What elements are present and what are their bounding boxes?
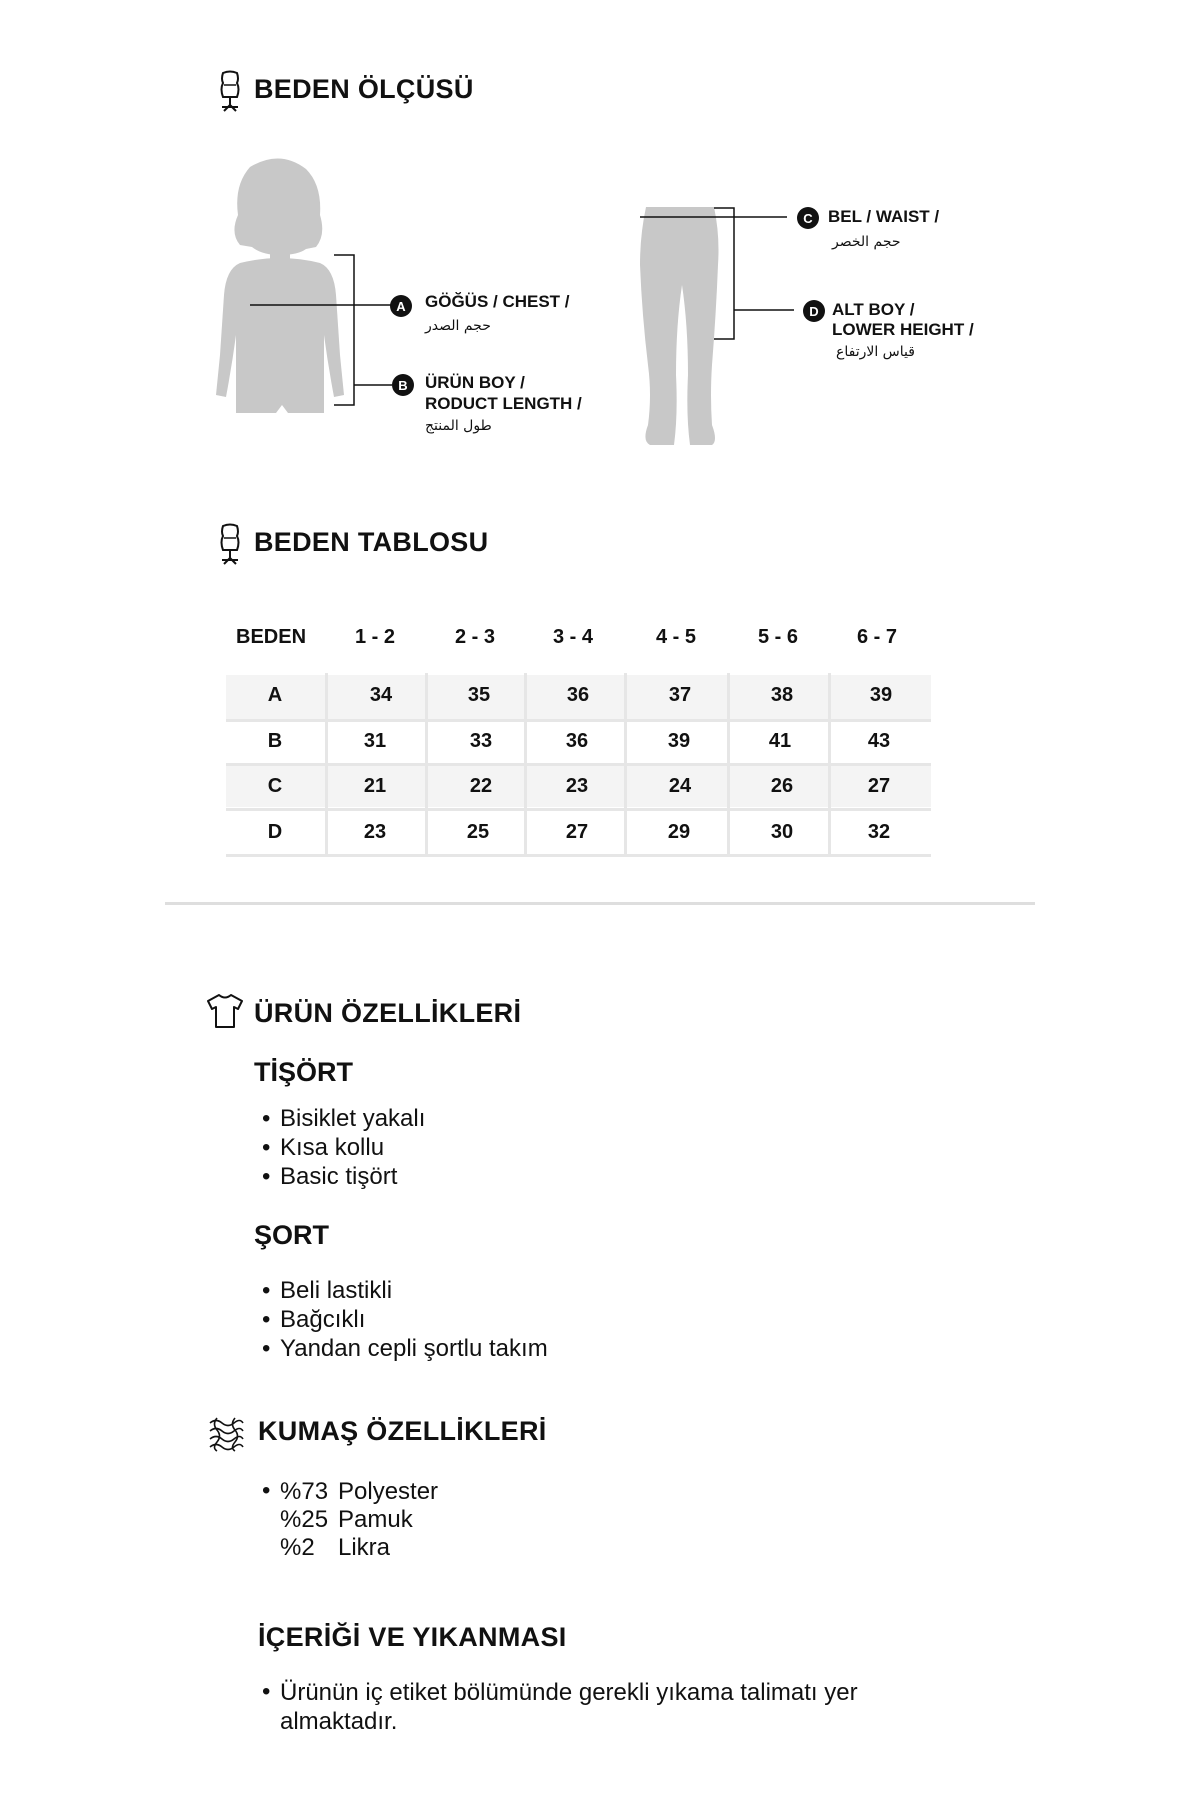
fabric-percent: %73 [280,1478,329,1505]
table-row-label: B [267,730,283,752]
fabric-percent: %2 [280,1534,315,1561]
table-rule [226,719,931,722]
table-cell: 35 [467,684,491,706]
table-cell: 34 [369,684,393,706]
care-text-line-1: Ürünün iç etiket bölümünde gerekli yıkama talimatı yer [280,1679,858,1706]
table-rule [325,673,328,857]
table-header-size: 4 - 5 [656,626,697,648]
chest-label-arabic: حجم الصدر [425,318,491,334]
shorts-title: ŞORT [254,1220,330,1250]
table-rule [226,854,931,857]
list-item: • Beli lastikli [262,1276,548,1305]
size-guide-title: BEDEN ÖLÇÜSÜ [254,74,474,104]
table-rule [727,673,730,857]
table-row-label: C [267,775,283,797]
table-cell: 39 [667,730,691,752]
table-cell: 29 [667,821,691,843]
lower-height-label-1: ALT BOY / [832,300,915,319]
list-item: • Yandan cepli şortlu takım [262,1334,548,1363]
list-item: • Bağcıklı [262,1305,548,1334]
bullet: • [262,1477,271,1504]
table-cell: 25 [466,821,490,843]
fabric-percent: %25 [280,1506,329,1533]
table-cell: 27 [565,821,589,843]
table-rule [524,673,527,857]
table-cell: 24 [668,775,692,797]
table-cell: 22 [469,775,493,797]
mannequin-icon [214,69,246,113]
length-badge: B [392,374,414,396]
length-label-1: ÜRÜN BOY / [425,373,525,392]
table-cell: 33 [469,730,493,752]
table-rule [828,673,831,857]
product-features-title: ÜRÜN ÖZELLİKLERİ [254,998,522,1028]
table-cell: 39 [869,684,893,706]
tshirt-icon [206,993,244,1029]
waist-label: BEL / WAIST / [828,207,940,226]
list-item [280,1478,438,1506]
bullet: • [262,1678,271,1705]
lower-height-label-2: LOWER HEIGHT / [832,320,974,339]
care-title: İÇERİĞİ VE YIKANMASI [258,1622,567,1652]
table-cell: 37 [668,684,692,706]
lower-height-label-arabic: قياس الارتفاع [836,344,915,360]
mannequin-icon [214,522,246,566]
table-header-beden: BEDEN [236,626,307,648]
table-rule [624,673,627,857]
list-item [280,1506,438,1534]
fabric-features-title: KUMAŞ ÖZELLİKLERİ [258,1416,547,1446]
fabric-composition-list [280,1478,438,1562]
table-cell: 36 [566,684,590,706]
size-table-title: BEDEN TABLOSU [254,527,489,557]
table-cell: 41 [768,730,792,752]
table-cell: 36 [565,730,589,752]
lower-height-badge: D [803,300,825,322]
length-label-arabic: طول المنتج [425,418,492,434]
table-cell: 26 [770,775,794,797]
table-rule [226,763,931,766]
table-cell: 38 [770,684,794,706]
table-rule [425,673,428,857]
table-cell: 43 [867,730,891,752]
length-label-2: RODUCT LENGTH / [425,394,582,413]
tshirt-feature-list [262,1104,425,1191]
table-header-size: 5 - 6 [758,626,799,648]
table-cell: 27 [867,775,891,797]
table-rule [226,808,931,811]
fabric-icon [207,1415,245,1453]
table-cell: 31 [363,730,387,752]
shorts-feature-list [262,1276,548,1363]
fabric-name: Pamuk [338,1506,413,1533]
list-item [280,1534,438,1562]
table-header-size: 3 - 4 [553,626,594,648]
fabric-name: Polyester [338,1478,439,1505]
leggings-measure-lines [640,200,800,350]
section-divider [165,902,1035,905]
table-cell: 21 [363,775,387,797]
chest-badge: A [390,295,412,317]
care-text-line-2: almaktadır. [280,1708,398,1735]
chest-label: GÖĞÜS / CHEST / [425,292,570,311]
table-row-label: D [267,821,283,843]
list-item: • Kısa kollu [262,1133,425,1162]
list-item: • Bisiklet yakalı [262,1104,425,1133]
list-item: • Basic tişört [262,1162,425,1191]
fabric-name: Likra [338,1534,391,1561]
waist-badge: C [797,207,819,229]
table-header-size: 1 - 2 [355,626,396,648]
table-header-size: 2 - 3 [455,626,496,648]
table-cell: 30 [770,821,794,843]
table-cell: 23 [363,821,387,843]
table-cell: 23 [565,775,589,797]
girl-measure-lines [250,250,410,410]
table-cell: 32 [867,821,891,843]
waist-label-arabic: حجم الخصر [832,234,901,250]
table-row-label: A [267,684,283,706]
tshirt-title: TİŞÖRT [254,1057,353,1087]
table-header-size: 6 - 7 [857,626,898,648]
